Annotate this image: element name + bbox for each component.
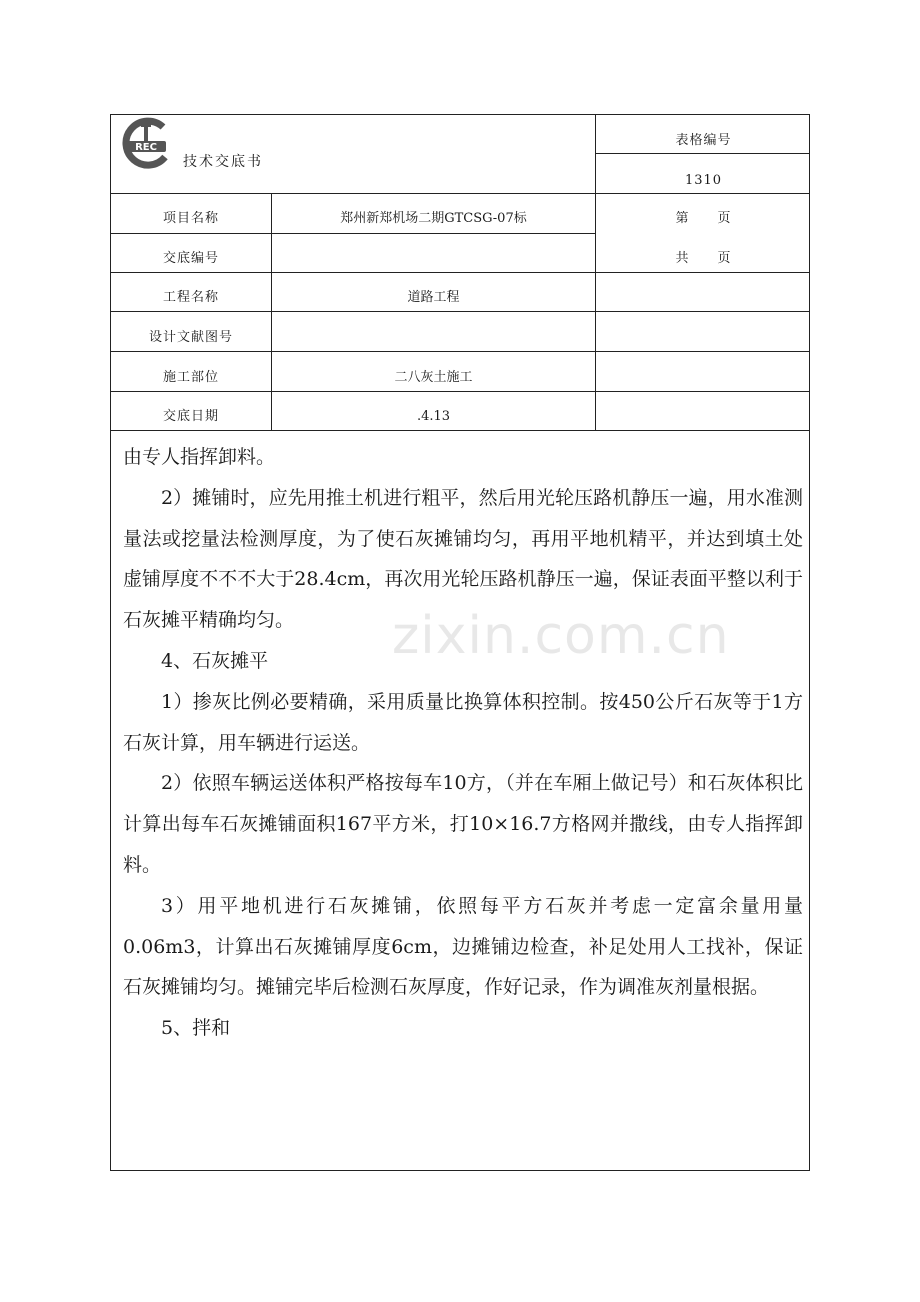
- form-code-value: 1310: [684, 173, 723, 188]
- label-disclosure-date: 交底日期: [162, 409, 219, 424]
- content-paragraph: 1）掺灰比例必要精确，采用质量比换算体积控制。按450公斤石灰等于1方石灰计算，用车辆进行运送。: [123, 690, 803, 754]
- value-engineering-name: 道路工程: [407, 290, 460, 305]
- content-section-heading: 5、拌和: [161, 1017, 231, 1040]
- content-paragraph: 2）摊铺时，应先用推土机进行粗平，然后用光轮压路机静压一遍，用水准测量法或挖量法检测厚度，为了使石灰摊铺均匀，再用平地机精平，并达到填土处虚铺厚度不不不大于28.4cm，再次用光轮压路机静压一遍，保证表面平整以利于石灰摊平精确均匀。: [123, 486, 803, 632]
- rule-header-right-mid: [595, 153, 810, 154]
- label-project-name: 项目名称: [162, 211, 219, 226]
- rule-col-label: [271, 193, 272, 430]
- company-logo: [117, 117, 177, 169]
- rule-row-3: [111, 311, 810, 312]
- value-disclosure-date: .4.13: [416, 409, 451, 424]
- label-design-drawing-no: 设计文献图号: [148, 330, 233, 345]
- content-paragraph: 3）用平地机进行石灰摊铺，依照每平方石灰并考虑一定富余量用量0.06m3，计算出石灰摊铺厚度6cm，边摊铺边检查，补足处用人工找补，保证石灰摊铺均匀。摊铺完毕后检测石灰厚度，作好记录，作为调准灰剂量根据。: [123, 894, 803, 999]
- content-paragraph: 由专人指挥卸料。: [123, 446, 276, 468]
- label-engineering-name: 工程名称: [162, 290, 219, 305]
- content-section-heading: 4、石灰摊平: [161, 649, 269, 672]
- rule-row-6: [111, 430, 810, 431]
- rule-row-1: [111, 233, 595, 234]
- rule-row-2: [111, 272, 810, 273]
- label-disclosure-no: 交底编号: [162, 251, 219, 266]
- form-code-label: 表格编号: [675, 133, 732, 148]
- disclosure-content: [123, 437, 803, 1049]
- disclosure-form: [110, 114, 810, 1171]
- label-construction-part: 施工部位: [162, 370, 219, 385]
- rule-row-5: [111, 391, 810, 392]
- logo-text: REC: [135, 142, 157, 153]
- watermark: zixin.com.cn: [392, 606, 730, 666]
- total-pages-label: 共 页: [675, 251, 732, 266]
- doc-title: 技术交底书: [183, 154, 263, 170]
- rule-header-bottom: [111, 193, 810, 194]
- content-paragraph: 2）依照车辆运送体积严格按每车10方，（并在车厢上做记号）和石灰体积比计算出每车石灰摊铺面积167平方米，打10×16.7方格网并撒线，由专人指挥卸料。: [123, 772, 803, 876]
- rule-col-right: [595, 115, 596, 430]
- value-project-name: 郑州新郑机场二期GTCSG-07标: [340, 211, 527, 226]
- value-construction-part: 二八灰土施工: [394, 370, 473, 385]
- page-label: 第 页: [675, 211, 732, 226]
- rule-row-4: [111, 351, 810, 352]
